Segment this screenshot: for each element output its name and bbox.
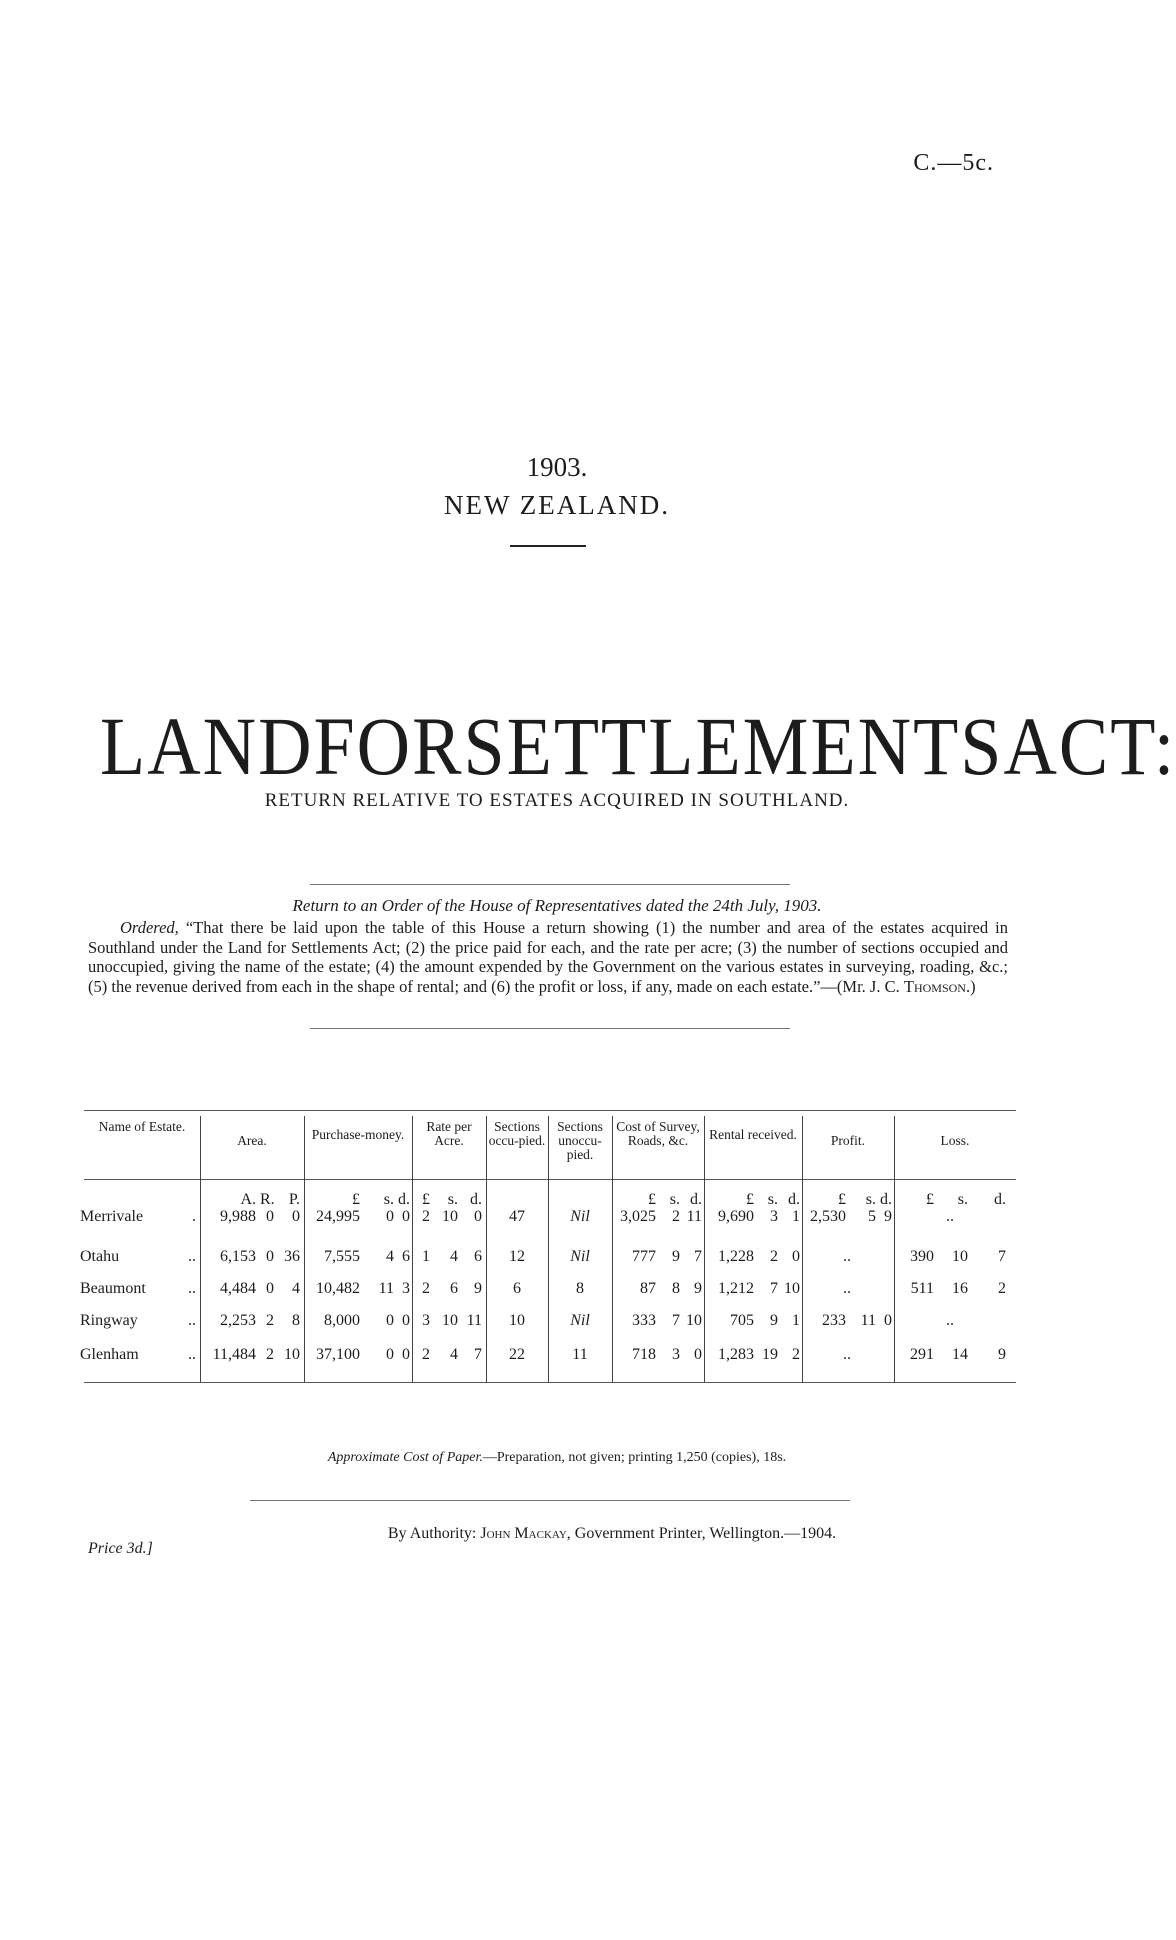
title-word: LAND: [100, 701, 314, 793]
leader-dots: .: [192, 1208, 196, 1225]
table-cell: 0: [266, 1280, 274, 1297]
table-cell: 0: [402, 1208, 410, 1225]
table-cell: 10: [509, 1312, 525, 1329]
table-cell: 11: [466, 1312, 482, 1329]
unit-label: s.: [447, 1191, 458, 1208]
table-cell: 36: [284, 1248, 300, 1265]
unit-label: £: [352, 1191, 360, 1208]
table-cell: 0: [402, 1346, 410, 1363]
table-cell: 7,555: [324, 1248, 360, 1265]
table-cell: 2: [998, 1280, 1006, 1297]
table-cell: 16: [952, 1280, 968, 1297]
table-cell: 11: [686, 1208, 702, 1225]
order-body: “That there be laid upon the table of this House a return showing (1) the number and area of the estates acquired in Southland under the Land for Settlements Act; (2) the price paid for each, and the rate per acre; (3) the number of sections occupied and unoccupied, giving the name of the estate; (4) the amount expended by the Government on the various estates in surveying, roading, &c.; (5) the revenue derived from each in the shape of rental; and (6) the profit or loss, if any, made on each estate.”—(Mr. J. C.: [88, 918, 1008, 996]
leader-dots: ..: [188, 1248, 196, 1265]
table-cell: ..: [946, 1312, 954, 1329]
header-rental: Rental received.: [709, 1127, 797, 1142]
table-cell: 2: [770, 1248, 778, 1265]
table-cell: 8,000: [324, 1312, 360, 1329]
table-cell: 390: [910, 1248, 934, 1265]
table-cell: 10: [442, 1208, 458, 1225]
table-cell: 11: [572, 1346, 588, 1363]
unit-label: d.: [398, 1191, 410, 1208]
header-name: Name of Estate.: [98, 1119, 186, 1134]
title-word: ACT:: [1003, 701, 1176, 793]
table-cell: ..: [843, 1248, 851, 1265]
table-cell: Nil: [570, 1208, 590, 1225]
table-cell: 87: [640, 1280, 656, 1297]
table-cell: 1,228: [718, 1248, 754, 1265]
table-cell: 4: [292, 1280, 300, 1297]
unit-label: £: [926, 1191, 934, 1208]
unit-label: £: [648, 1191, 656, 1208]
table-cell: 11: [860, 1312, 876, 1329]
table-cell: 0: [386, 1312, 394, 1329]
title-word: SETTLEMENTS: [463, 701, 1004, 793]
table-cell: 1: [792, 1208, 800, 1225]
divider: [310, 884, 790, 885]
table-cell: 3: [672, 1346, 680, 1363]
table-cell: 4: [386, 1248, 394, 1265]
ordered-word: Ordered,: [120, 918, 179, 937]
unit-label: £: [746, 1191, 754, 1208]
unit-label: R.: [260, 1191, 275, 1208]
unit-label: A.: [240, 1191, 256, 1208]
table-cell: 0: [266, 1208, 274, 1225]
table-cell: 7: [672, 1312, 680, 1329]
unit-label: s.: [957, 1191, 968, 1208]
table-cell: 10: [686, 1312, 702, 1329]
unit-label: d.: [690, 1191, 702, 1208]
table-cell: 8: [576, 1280, 584, 1297]
authority-line: By Authority: John Mackay, Government Printer, Wellington.—1904.: [387, 1525, 837, 1542]
table-cell: 0: [386, 1346, 394, 1363]
year-heading: 1903.: [526, 452, 588, 482]
table-cell: 8: [292, 1312, 300, 1329]
table-cell: 3: [770, 1208, 778, 1225]
table-cell: 1: [792, 1312, 800, 1329]
table-cell: 9,690: [718, 1208, 754, 1225]
table-cell: 2: [672, 1208, 680, 1225]
table-cell: 4: [450, 1346, 458, 1363]
table-cell: 3: [402, 1280, 410, 1297]
order-heading: Return to an Order of the House of Representatives dated the 24th July, 1903.: [292, 896, 822, 915]
divider: [250, 1500, 850, 1501]
table-cell: 8: [672, 1280, 680, 1297]
table-cell: 6: [402, 1248, 410, 1265]
table-cell: 2: [422, 1208, 430, 1225]
unit-label: £: [838, 1191, 846, 1208]
table-cell: 511: [910, 1280, 934, 1297]
table-cell: 14: [952, 1346, 968, 1363]
table-cell: 6: [474, 1248, 482, 1265]
table-cell: 3,025: [620, 1208, 656, 1225]
table-cell: 10: [952, 1248, 968, 1265]
unit-label: d.: [994, 1191, 1006, 1208]
table-cell: 9,988: [220, 1208, 256, 1225]
table-cell: 291: [910, 1346, 934, 1363]
table-cell: 47: [509, 1208, 525, 1225]
title-word: FOR: [313, 701, 464, 793]
order-text: Ordered, “That there be laid upon the table of this House a return showing (1) the number and area of the estates acquired in Southland under the Land for Settlements Act; (2) the price paid for each, and the rate per acre; (3) the number of sections occupied and unoccupied, giving the name of the estate; (4) the amount expended by the Government on the various estates in surveying, roading, &c.; (5) the revenue derived from each in the shape of rental; and (6) the profit or loss, if any, made on each estate.”—(Mr. J. C. Thomson.): [88, 918, 1008, 996]
table-cell: 4,484: [220, 1280, 256, 1297]
table-cell: 10: [442, 1312, 458, 1329]
table-cell: 2: [266, 1346, 274, 1363]
estate-name: Otahu: [80, 1248, 120, 1265]
table-rule: [84, 1179, 1016, 1180]
table-cell: ..: [946, 1208, 954, 1225]
printer-name: John Mackay: [480, 1525, 567, 1542]
leader-dots: ..: [188, 1280, 196, 1297]
table-cell: 0: [386, 1208, 394, 1225]
country-heading: NEW ZEALAND.: [444, 490, 670, 520]
header-unoccupied: Sections unoccu-pied.: [557, 1119, 603, 1162]
table-cell: 10: [784, 1280, 800, 1297]
table-cell: 705: [730, 1312, 754, 1329]
table-rule: [84, 1382, 1016, 1383]
table-cell: ..: [843, 1346, 851, 1363]
estate-name: Beaumont: [80, 1280, 146, 1297]
table-cell: 0: [694, 1346, 702, 1363]
leader-dots: ..: [188, 1312, 196, 1329]
table-cell: 333: [632, 1312, 656, 1329]
table-cell: 3: [422, 1312, 430, 1329]
unit-label: d.: [880, 1191, 892, 1208]
estate-name: Merrivale: [80, 1208, 144, 1225]
subtitle: RETURN RELATIVE TO ESTATES ACQUIRED IN SOUTHLAND.: [264, 790, 850, 811]
table-cell: 6,153: [220, 1248, 256, 1265]
paper-reference: C.—5c.: [913, 150, 994, 176]
table-cell: 19: [762, 1346, 778, 1363]
cost-label: Approximate Cost of Paper.: [327, 1450, 483, 1465]
table-cell: 9: [474, 1280, 482, 1297]
table-rule: [84, 1110, 1016, 1111]
unit-label: P.: [288, 1191, 300, 1208]
estates-table: [80, 1110, 1016, 1410]
table-cell: 10,482: [316, 1280, 360, 1297]
table-cell: 7: [694, 1248, 702, 1265]
table-cell: 5: [868, 1208, 876, 1225]
table-cell: 2: [422, 1280, 430, 1297]
price: Price 3d.]: [88, 1540, 153, 1557]
table-cell: 24,995: [316, 1208, 360, 1225]
table-cell: 718: [632, 1346, 656, 1363]
table-cell: 0: [402, 1312, 410, 1329]
table-cell: 7: [474, 1346, 482, 1363]
table-cell: Nil: [570, 1312, 590, 1329]
cost-text: —Preparation, not given; printing 1,250 (copies), 18s.: [482, 1450, 787, 1465]
table-cell: 10: [284, 1346, 300, 1363]
table-cell: 22: [509, 1346, 525, 1363]
table-cell: 2: [266, 1312, 274, 1329]
table-cell: 6: [513, 1280, 521, 1297]
table-cell: 0: [266, 1248, 274, 1265]
table-cell: 4: [450, 1248, 458, 1265]
main-title: [100, 700, 1176, 794]
table-cell: 0: [792, 1248, 800, 1265]
table-cell: 233: [822, 1312, 846, 1329]
header-profit: Profit.: [830, 1133, 866, 1148]
unit-label: s.: [865, 1191, 876, 1208]
table-cell: 9: [672, 1248, 680, 1265]
estate-name: Glenham: [80, 1346, 139, 1363]
table-cell: 2,530: [810, 1208, 846, 1225]
table-cell: 2: [792, 1346, 800, 1363]
cost-footnote: [0, 1450, 1114, 1466]
header-occupied: Sections occu-pied.: [488, 1119, 546, 1148]
table-cell: 9: [998, 1346, 1006, 1363]
divider: [310, 1028, 790, 1029]
unit-label: s.: [383, 1191, 394, 1208]
table-cell: 2: [422, 1346, 430, 1363]
table-cell: 0: [884, 1312, 892, 1329]
table-cell: ..: [843, 1280, 851, 1297]
divider: [510, 545, 586, 547]
table-cell: 6: [450, 1280, 458, 1297]
table-cell: 11: [378, 1280, 394, 1297]
unit-label: d.: [470, 1191, 482, 1208]
unit-label: s.: [767, 1191, 778, 1208]
table-cell: 9: [770, 1312, 778, 1329]
table-cell: 12: [509, 1248, 525, 1265]
header-purchase: Purchase-money.: [311, 1127, 405, 1142]
header-loss: Loss.: [940, 1133, 970, 1148]
column-rule: [412, 1116, 413, 1382]
table-cell: 9: [694, 1280, 702, 1297]
table-cell: 1,212: [718, 1280, 754, 1297]
mover-name: Thomson: [903, 976, 966, 996]
header-survey: Cost of Survey, Roads, &c.: [616, 1119, 700, 1148]
table-cell: 7: [770, 1280, 778, 1297]
table-cell: 0: [292, 1208, 300, 1225]
table-cell: 777: [632, 1248, 656, 1265]
table-cell: 11,484: [212, 1346, 256, 1363]
table-cell: 2,253: [220, 1312, 256, 1329]
header-rate: Rate per Acre.: [426, 1119, 472, 1148]
table-cell: 0: [474, 1208, 482, 1225]
unit-label: d.: [788, 1191, 800, 1208]
header-area: Area.: [237, 1133, 267, 1148]
table-cell: 9: [884, 1208, 892, 1225]
estate-name: Ringway: [80, 1312, 138, 1329]
table-cell: 1,283: [718, 1346, 754, 1363]
unit-label: s.: [669, 1191, 680, 1208]
table-cell: 37,100: [316, 1346, 360, 1363]
table-cell: Nil: [570, 1248, 590, 1265]
table-cell: 1: [422, 1248, 430, 1265]
table-cell: 7: [998, 1248, 1006, 1265]
leader-dots: ..: [188, 1346, 196, 1363]
unit-label: £: [422, 1191, 430, 1208]
